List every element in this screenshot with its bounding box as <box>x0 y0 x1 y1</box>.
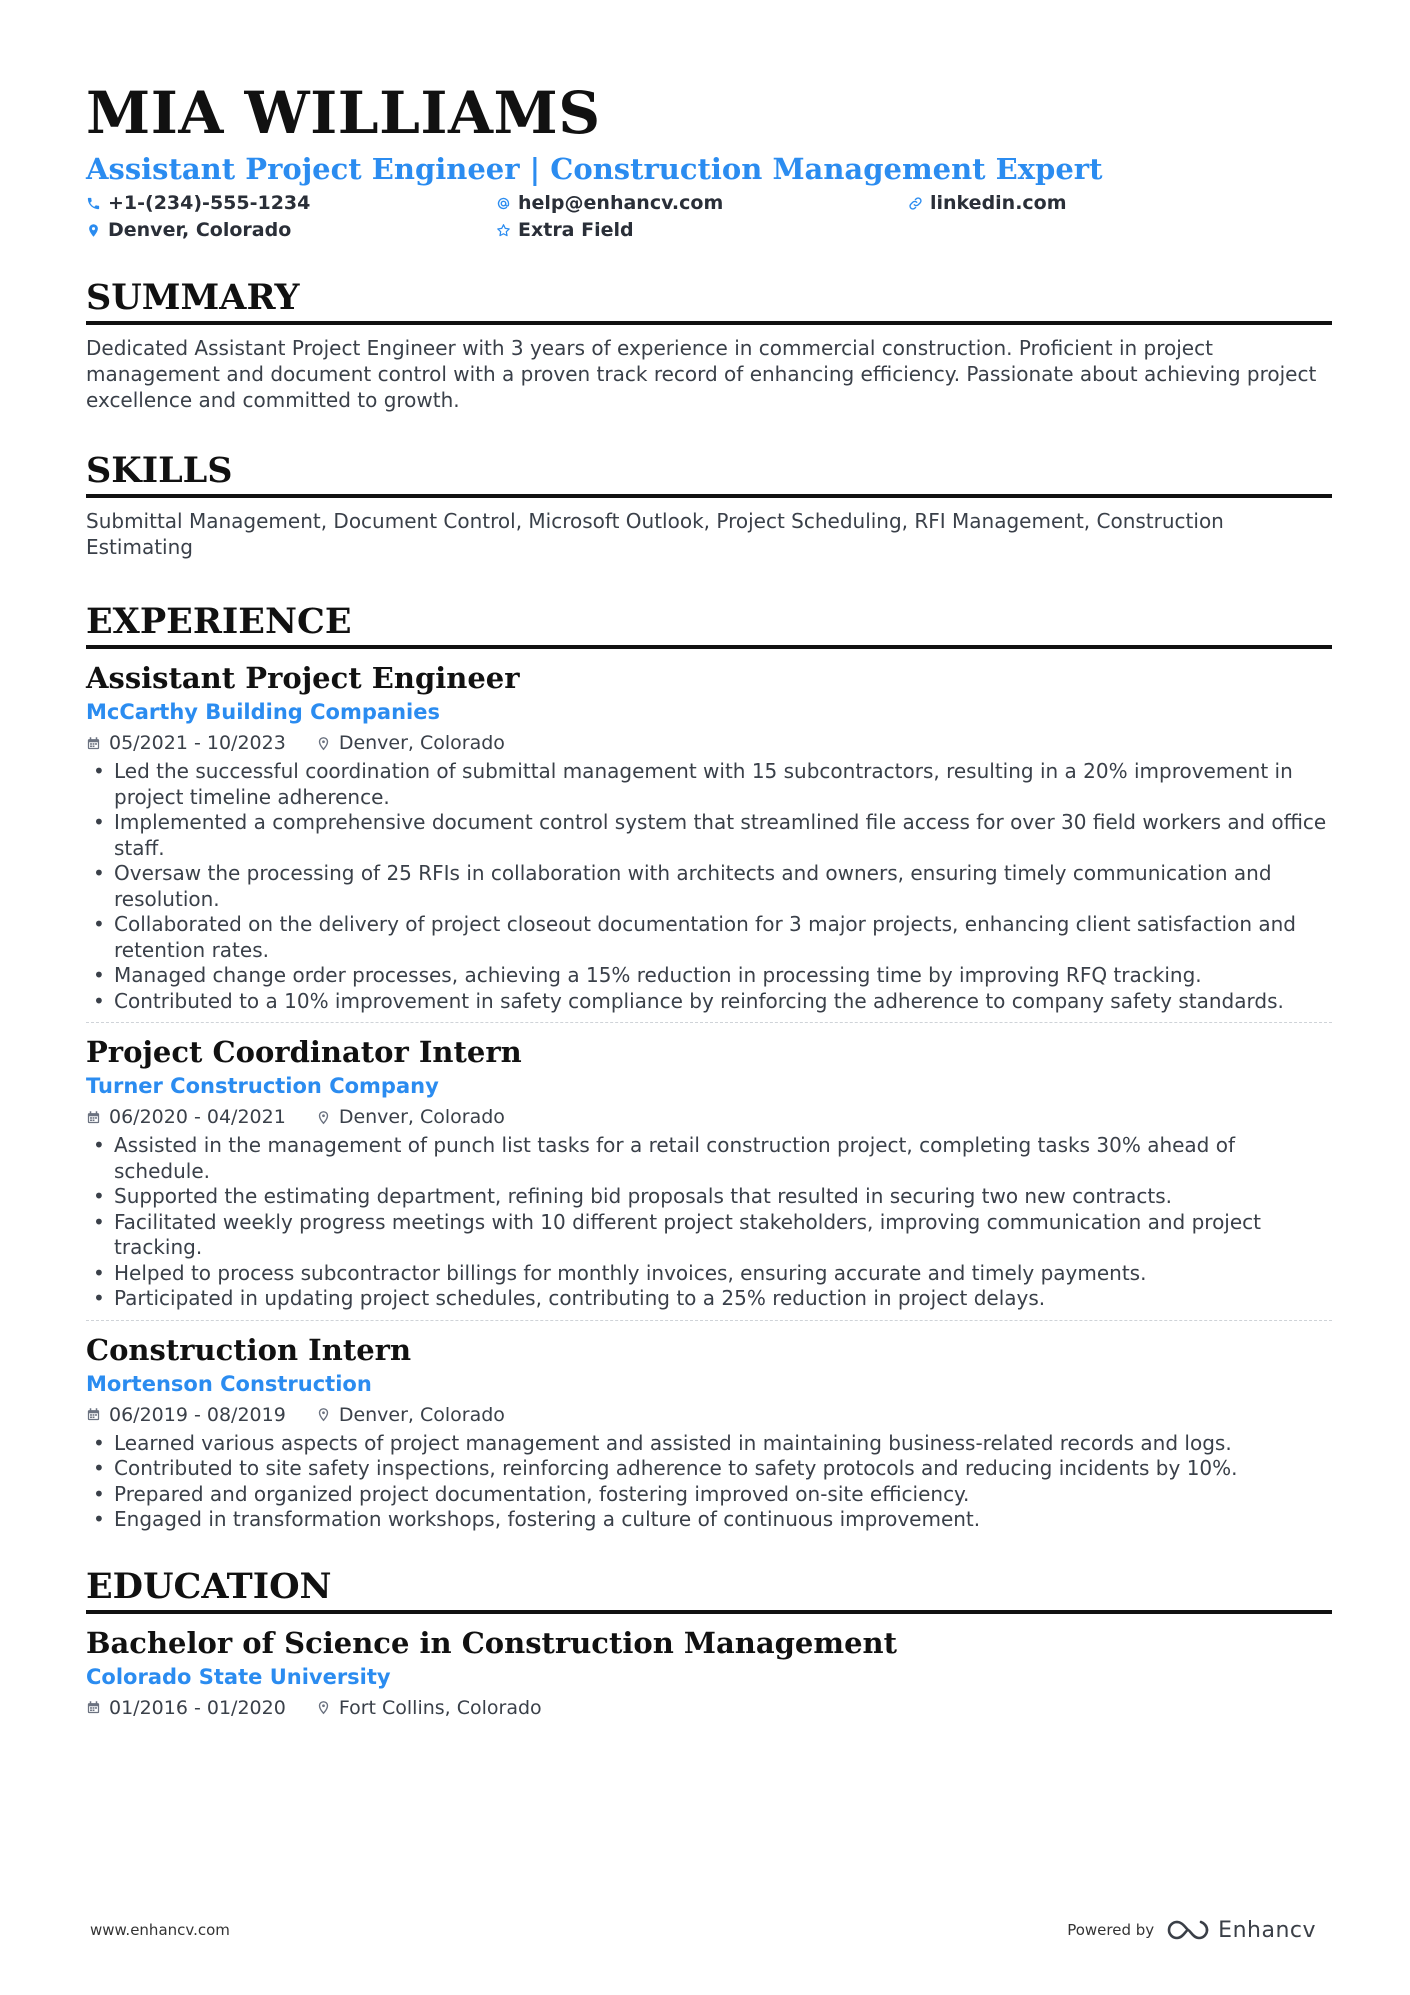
summary-title: SUMMARY <box>86 277 300 318</box>
brand-name: Enhancv <box>1218 1917 1316 1943</box>
location-text: Denver, Colorado <box>108 219 292 241</box>
star-icon <box>496 223 511 238</box>
powered-by <box>1067 1918 1316 1943</box>
list-item: • Implemented a comprehensive document control system that streamlined file access for over 30 field workers and office staff. <box>86 810 1332 861</box>
experience-title: EXPERIENCE <box>86 601 352 642</box>
entry-meta <box>86 1103 1332 1131</box>
calendar-icon <box>86 736 101 751</box>
at-icon <box>496 196 511 211</box>
contact-email[interactable] <box>496 192 723 214</box>
experience-entry <box>86 1022 1332 1320</box>
list-item: • Oversaw the processing of 25 RFIs in collaboration with architects and owners, ensuring timely communication and resolution. <box>86 861 1332 912</box>
calendar-icon <box>86 1700 101 1715</box>
degree-title: Bachelor of Science in Construction Management <box>86 1625 897 1660</box>
powered-by-label: Powered by <box>1067 1921 1155 1939</box>
contact-info <box>86 192 1332 248</box>
section-divider <box>86 645 1332 649</box>
list-item: • Led the successful coordination of submittal management with 15 subcontractors, resulting in a 20% improvement in project timeline adherence. <box>86 759 1332 810</box>
section-divider <box>86 1610 1332 1614</box>
headline: Assistant Project Engineer | Construction Management Expert <box>86 152 1103 186</box>
section-divider <box>86 494 1332 498</box>
achievement-list <box>86 1431 1332 1533</box>
website-link[interactable]: www.enhancv.com <box>90 1921 230 1939</box>
list-item: • Prepared and organized project documentation, fostering improved on-site efficiency. <box>86 1482 1332 1508</box>
list-item: • Facilitated weekly progress meetings with 10 different project stakeholders, improving communication and project tracking. <box>86 1210 1332 1261</box>
location-pin-icon <box>316 1110 331 1125</box>
list-item: • Collaborated on the delivery of project closeout documentation for 3 major projects, enhancing client satisfaction and retention rates. <box>86 912 1332 963</box>
section-divider <box>86 321 1332 325</box>
entry-meta <box>86 1401 1332 1429</box>
date-range: 06/2020 - 04/2021 <box>109 1106 286 1128</box>
phone-icon <box>86 196 101 211</box>
list-item: • Contributed to site safety inspections, reinforcing adherence to safety protocols and reducing incidents by 10%. <box>86 1456 1332 1482</box>
infinity-logo-icon <box>1166 1918 1210 1942</box>
job-title: Project Coordinator Intern <box>86 1035 522 1069</box>
entry-location: Denver, Colorado <box>338 732 505 754</box>
list-item: • Helped to process subcontractor billings for monthly invoices, ensuring accurate and timely payments. <box>86 1261 1332 1287</box>
phone-text: +1-(234)-555-1234 <box>108 192 311 214</box>
experience-entry <box>86 1320 1332 1541</box>
skills-text: Submittal Management, Document Control, Microsoft Outlook, Project Scheduling, RFI Management, Construction Estimating <box>86 509 1224 559</box>
entry-meta <box>86 729 1332 757</box>
education-title: EDUCATION <box>86 1565 332 1607</box>
date-range: 06/2019 - 08/2019 <box>109 1403 286 1426</box>
location-pin-icon <box>86 223 101 238</box>
brand-logo[interactable] <box>1166 1918 1316 1943</box>
job-title: Assistant Project Engineer <box>86 661 520 695</box>
contact-linkedin[interactable] <box>908 192 1067 214</box>
location-pin-icon <box>316 736 331 751</box>
link-icon <box>908 196 923 211</box>
email-text: help@enhancv.com <box>518 192 724 214</box>
company-name[interactable]: Mortenson Construction <box>86 1371 372 1396</box>
list-item: • Learned various aspects of project management and assisted in maintaining business-related records and logs. <box>86 1431 1332 1457</box>
footer <box>90 1910 1316 1950</box>
contact-location <box>86 219 291 241</box>
entry-location: Denver, Colorado <box>338 1106 505 1128</box>
entry-meta <box>86 1694 1332 1722</box>
company-name[interactable]: Turner Construction Company <box>86 1074 439 1098</box>
list-item: • Managed change order processes, achieving a 15% reduction in processing time by improving RFQ tracking. <box>86 963 1332 989</box>
entry-location: Denver, Colorado <box>338 1403 505 1426</box>
summary-text: Dedicated Assistant Project Engineer with 3 years of experience in commercial construction. Proficient in project management and document control with a proven track record of enhancing efficiency. Passionate about achieving project excellence and committed to growth. <box>86 336 1317 412</box>
entry-location: Fort Collins, Colorado <box>338 1696 542 1719</box>
list-item: • Supported the estimating department, refining bid proposals that resulted in securing two new contracts. <box>86 1184 1332 1210</box>
job-title: Construction Intern <box>86 1332 412 1367</box>
linkedin-text: linkedin.com <box>930 192 1067 214</box>
date-range: 05/2021 - 10/2023 <box>109 732 286 754</box>
school-name[interactable]: Colorado State University <box>86 1664 391 1689</box>
candidate-name: MIA WILLIAMS <box>86 79 601 147</box>
list-item: • Contributed to a 10% improvement in safety compliance by reinforcing the adherence to company safety standards. <box>86 989 1332 1015</box>
skills-title: SKILLS <box>86 450 233 491</box>
experience-entry <box>86 659 1332 1022</box>
list-item: • Engaged in transformation workshops, fostering a culture of continuous improvement. <box>86 1507 1332 1533</box>
contact-extra <box>496 219 634 241</box>
achievement-list <box>86 759 1332 1014</box>
skills-section <box>86 449 1332 560</box>
calendar-icon <box>86 1407 101 1422</box>
achievement-list <box>86 1133 1332 1312</box>
contact-phone[interactable] <box>86 192 310 214</box>
date-range: 01/2016 - 01/2020 <box>109 1696 286 1719</box>
education-entry <box>86 1624 1332 1732</box>
resume-page <box>86 78 1332 1732</box>
experience-section <box>86 600 1332 1541</box>
calendar-icon <box>86 1110 101 1125</box>
list-item: • Assisted in the management of punch list tasks for a retail construction project, completing tasks 30% ahead of schedule. <box>86 1133 1332 1184</box>
summary-section <box>86 276 1332 413</box>
education-section <box>86 1565 1332 1732</box>
location-pin-icon <box>316 1700 331 1715</box>
extra-field-text: Extra Field <box>518 219 634 241</box>
list-item: • Participated in updating project schedules, contributing to a 25% reduction in project delays. <box>86 1286 1332 1312</box>
location-pin-icon <box>316 1407 331 1422</box>
company-name[interactable]: McCarthy Building Companies <box>86 700 440 724</box>
